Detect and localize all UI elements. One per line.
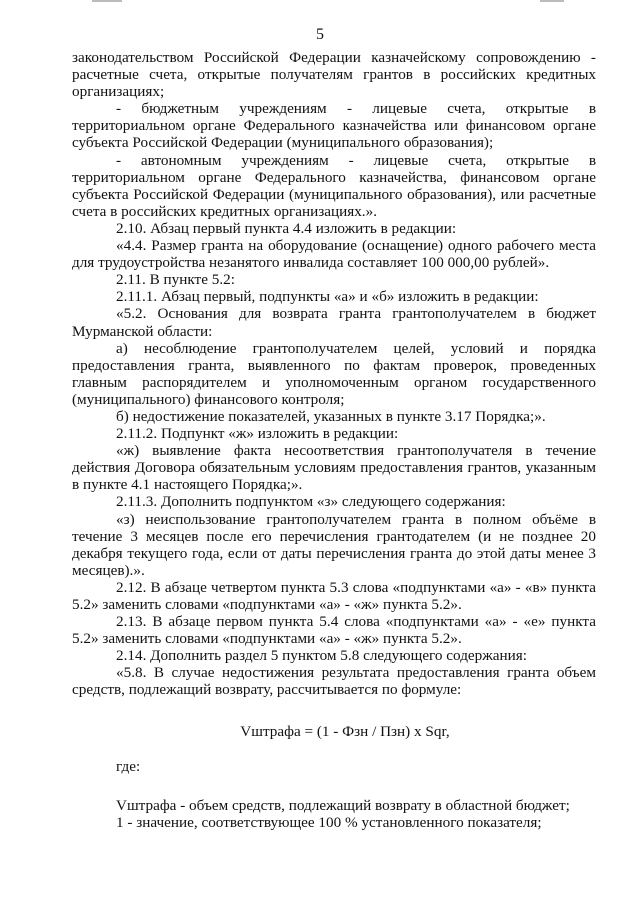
paragraph: «5.2. Основания для возврата гранта грантополучателем в бюджет Мурманской области: [72, 305, 596, 340]
paragraph: 2.10. Абзац первый пункта 4.4 изложить в редакции: [116, 219, 457, 237]
formula: Vштрафа = (1 - Фзн / Пзн) x Sqr, [240, 722, 450, 740]
paragraph: - бюджетным учреждениям - лицевые счета, открытые в территориальном органе Федерального казначейства или финансовом органе субъекта Российской Федерации (муниципального образования); [72, 100, 596, 152]
paragraph: 2.11.3. Дополнить подпунктом «з» следующего содержания: [116, 493, 506, 511]
paragraph: «4.4. Размер гранта на оборудование (оснащение) одного рабочего места для трудоустройства незанятого инвалида составляет 100 000,00 рублей». [72, 237, 596, 272]
paragraph: 2.11.2. Подпункт «ж» изложить в редакции: [116, 425, 399, 443]
paragraph-list [72, 49, 596, 699]
paragraph: 2.12. В абзаце четвертом пункта 5.3 слова «подпунктами «а» - «в» пункта 5.2» заменить словами «подпунктами «а» - «ж» пункта 5.2». [72, 578, 596, 613]
where-label: где: [116, 757, 141, 775]
definition-line: 1 - значение, соответствующее 100 % установленного показателя; [116, 813, 542, 831]
definition-line: Vштрафа - объем средств, подлежащий возврату в областной бюджет; [116, 796, 570, 814]
paragraph: 2.13. В абзаце первом пункта 5.4 слова «подпунктами «а» - «е» пункта 5.2» заменить словами «подпунктами «а» - «ж» пункта 5.2». [72, 613, 596, 648]
paragraph: 2.11.1. Абзац первый, подпункты «а» и «б» изложить в редакции: [116, 288, 539, 306]
paragraph: а) несоблюдение грантополучателем целей, условий и порядка предоставления гранта, выявленного по фактам проверок, проведенных главным распорядителем и уполномоченным органом государственного (муниципального) финансового контроля; [72, 339, 596, 408]
page-number: 5 [316, 26, 324, 43]
paragraph: 2.11. В пункте 5.2: [116, 271, 235, 289]
paragraph: «з) неиспользование грантополучателем гранта в полном объёме в течение 3 месяцев после его перечисления грантодателем (и не позднее 20 декабря текущего года, если от даты перечисления гранта до этой даты менее 3 месяцев).». [72, 510, 596, 579]
paragraph: законодательством Российской Федерации казначейскому сопровождению - расчетные счета, открытые получателям грантов в российских кредитных организациях; [72, 49, 596, 101]
scan-edge-mark [92, 0, 122, 2]
paragraph: «5.8. В случае недостижения результата предоставления гранта объем средств, подлежащий возврату, рассчитывается по формуле: [72, 664, 596, 699]
scan-edge-mark [540, 0, 564, 2]
paragraph: «ж) выявление факта несоответствия грантополучателя в течение действия Договора обязательным условиям предоставления грантов, указанным в пункте 4.1 настоящего Порядка;». [72, 442, 596, 494]
paragraph: б) недостижение показателей, указанных в пункте 3.17 Порядка;». [116, 407, 546, 425]
definition-list [72, 797, 596, 831]
paragraph: 2.14. Дополнить раздел 5 пунктом 5.8 следующего содержания: [116, 647, 527, 665]
paragraph: - автономным учреждениям - лицевые счета, открытые в территориальном органе Федерального казначейства, финансовом органе субъекта Российской Федерации (муниципального образования), или расчетные счета в российских кредитных организациях.». [72, 151, 596, 220]
document-body [72, 49, 596, 831]
